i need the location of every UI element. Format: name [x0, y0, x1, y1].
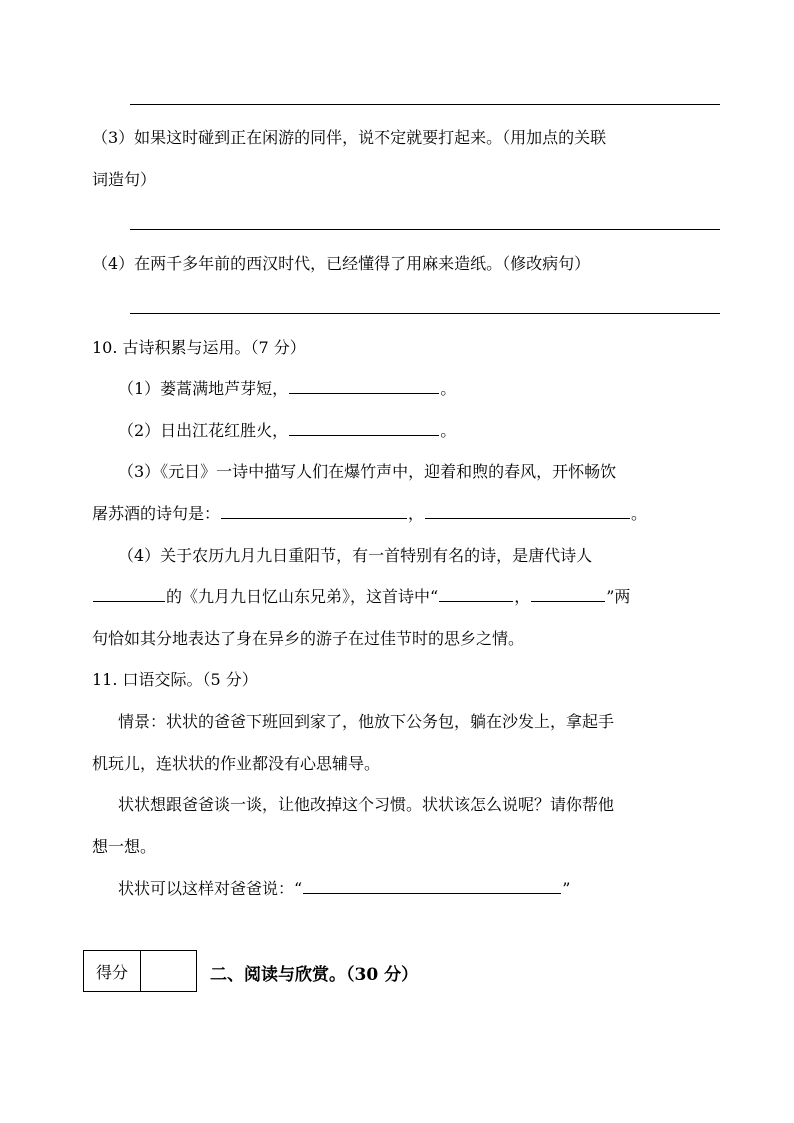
q11-scene-1: 情景：状状的爸爸下班回到家了，他放下公务包，躺在沙发上，拿起手 [118, 712, 615, 731]
answer-line-q9-4[interactable] [130, 313, 720, 314]
q11-title: 11. 口语交际。（5 分） [92, 670, 258, 689]
q10-item4-end-text: ”两 [606, 587, 631, 606]
q10-item3-cont-text: 屠苏酒的诗句是： [92, 504, 221, 523]
q10-item3-period: 。 [631, 504, 648, 523]
q10-item2-period: 。 [440, 421, 457, 440]
q10-item4-comma: ， [514, 587, 531, 606]
answer-line-q9-3[interactable] [130, 229, 720, 230]
q11-scene-2: 机玩儿，连状状的作业都没有心思辅导。 [92, 754, 381, 773]
q10-item1-period: 。 [440, 379, 457, 398]
q10-item4-line-blank-1[interactable] [439, 587, 513, 602]
q11-say [118, 879, 570, 899]
q11-say-suffix: ” [562, 879, 571, 898]
q10-item1-blank[interactable] [289, 379, 439, 394]
score-box [83, 950, 197, 992]
q11-ask-1: 状状想跟爸爸谈一谈，让他改掉这个习惯。状状该怎么说呢？请你帮他 [118, 795, 615, 814]
q10-item2-blank[interactable] [289, 421, 439, 436]
q10-item4-line-blank-2[interactable] [531, 587, 605, 602]
answer-line-q9-2[interactable] [130, 104, 720, 105]
q10-item1-text: （1）蒌蒿满地芦芽短， [118, 379, 289, 398]
q11-say-prefix: 状状可以这样对爸爸说：“ [118, 879, 303, 898]
q10-item2 [118, 421, 456, 441]
q10-item4-poet-blank[interactable] [93, 587, 165, 602]
q9-item3: （3）如果这时碰到正在闲游的同伴，说不定就要打起来。（用加点的关联 [92, 128, 607, 147]
q11-ask-2: 想一想。 [92, 837, 157, 856]
q9-item4: （4）在两千多年前的西汉时代，已经懂得了用麻来造纸。（修改病句） [92, 254, 591, 273]
q10-item2-text: （2）日出江花红胜火， [118, 421, 289, 440]
q11-say-blank[interactable] [303, 879, 561, 894]
score-label: 得分 [84, 951, 141, 992]
q10-item3: （3）《元日》一诗中描写人们在爆竹声中，迎着和煦的春风，开怀畅饮 [118, 462, 617, 481]
q10-item4: （4）关于农历九月九日重阳节，有一首特别有名的诗，是唐代诗人 [118, 546, 593, 565]
section-2-title: 二、阅读与欣赏。（30 分） [210, 965, 419, 985]
q10-item1 [118, 379, 456, 399]
q9-item3-cont: 词造句） [92, 170, 157, 189]
q10-item3-blank-1[interactable] [221, 504, 407, 519]
q10-item4-cont: 句恰如其分地表达了身在异乡的游子在过佳节时的思乡之情。 [92, 629, 525, 648]
q10-item3-comma: ， [408, 504, 425, 523]
q10-item3-blank-2[interactable] [425, 504, 630, 519]
q10-title: 10. 古诗积累与运用。（7 分） [92, 338, 306, 357]
score-input-cell[interactable] [141, 951, 197, 992]
q10-item3-cont [92, 504, 647, 524]
q10-item4-mid [92, 587, 630, 607]
q10-item4-mid-text: 的《九月九日忆山东兄弟》，这首诗中“ [166, 587, 439, 606]
